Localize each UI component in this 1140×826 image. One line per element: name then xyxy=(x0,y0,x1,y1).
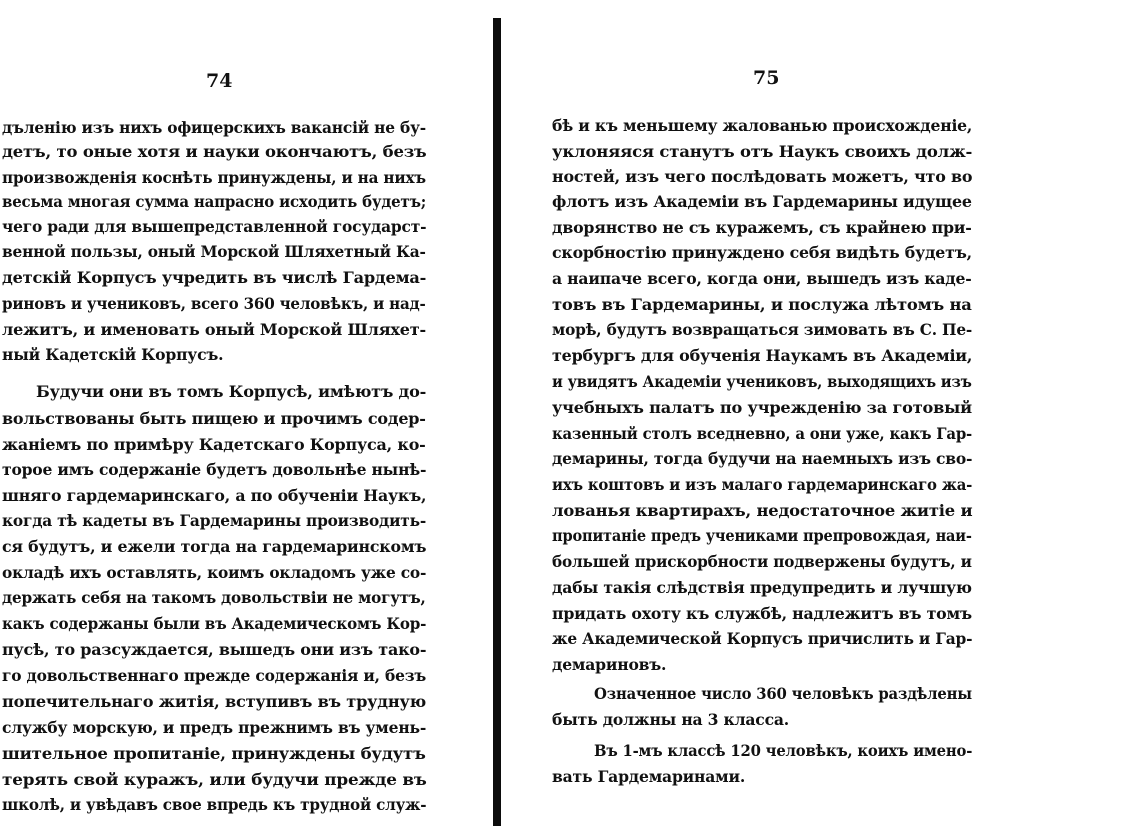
text-line: чего ради для вышепредставленной государст- xyxy=(2,217,427,236)
text-line: венной пользы, оный Морской Шляхетный Ка- xyxy=(2,242,426,261)
text-line: вать Гардемаринами. xyxy=(552,767,746,786)
text-line: ностей, изъ чего послѣдовать можетъ, что во xyxy=(552,167,973,186)
text-line: торое имъ содержаніе будетъ довольнѣе нынѣ- xyxy=(2,460,427,479)
text-line: школѣ, и увѣдавъ свое впредь къ трудной служ- xyxy=(2,795,427,814)
text-line: а наипаче всего, когда они, вышедъ изъ каде- xyxy=(552,269,972,288)
text-line: пропитаніе предъ учениками препровождая, наи- xyxy=(552,526,972,545)
text-line: лованья квартирахъ, недостаточное житіе и xyxy=(552,501,973,520)
right-page xyxy=(500,0,1140,826)
text-line: окладѣ ихъ оставлять, коимъ окладомъ уже со- xyxy=(2,563,427,582)
text-line: морѣ, будутъ возвращаться зимовать въ С. Пе- xyxy=(552,320,973,339)
text-line: риновъ и учениковъ, всего 360 человѣкъ, и над- xyxy=(2,294,426,313)
text-line: Будучи они въ томъ Корпусѣ, имѣютъ до- xyxy=(36,382,427,401)
text-line: ный Кадетскій Корпусъ. xyxy=(2,345,224,364)
text-line: службу морскую, и предъ прежнимъ въ умень- xyxy=(2,718,427,737)
text-line: учебныхъ палатъ по учрежденію за готовый xyxy=(552,398,972,417)
text-line: дъленію изъ нихъ офицерскихъ вакансій не бу- xyxy=(2,118,426,137)
left-page xyxy=(0,0,492,826)
page-number: 75 xyxy=(753,67,780,89)
text-line: шняго гардемаринскаго, а по обученіи Наукъ, xyxy=(2,486,427,505)
text-line: придать охоту къ службѣ, надлежитъ въ томъ xyxy=(552,604,972,623)
text-line: весьма многая сумма напрасно исходить будетъ; xyxy=(2,192,427,211)
text-line: бѣ и къ меньшему жалованью происхожденіе, xyxy=(552,116,973,135)
text-line: же Академической Корпусъ причислить и Гар- xyxy=(552,629,973,648)
text-line: вольствованы быть пищею и прочимъ содер- xyxy=(2,409,426,428)
text-line: быть должны на 3 класса. xyxy=(552,710,790,729)
text-line: дворянство не съ куражемъ, съ крайнею при- xyxy=(552,218,972,237)
text-line: и увидятъ Академіи учениковъ, выходящихъ изъ xyxy=(552,372,972,391)
text-line: какъ содержаны были въ Академическомъ Кор- xyxy=(2,614,427,633)
text-line: демариновъ. xyxy=(552,655,667,674)
text-line: попечительнаго житія, вступивъ въ трудную xyxy=(2,692,427,711)
text-line: лежитъ, и именовать оный Морской Шляхет- xyxy=(2,320,426,339)
text-line: когда тѣ кадеты въ Гардемарины производить- xyxy=(2,511,427,530)
text-line: детскій Корпусъ учредить въ числѣ Гардема- xyxy=(2,268,427,287)
text-line: ся будутъ, и ежели тогда на гардемаринскомъ xyxy=(2,537,427,556)
text-line: скорбностію принуждено себя видѣть будетъ, xyxy=(552,243,972,262)
text-line: большей прискорбности подвержены будутъ, и xyxy=(552,552,972,571)
text-line: детъ, то оныe хотя и науки окончаютъ, безъ xyxy=(2,142,427,161)
text-line: тербургъ для обученія Наукамъ въ Академіи, xyxy=(552,346,973,365)
text-line: пусѣ, то разсуждается, вышедъ они изъ тако- xyxy=(2,640,427,659)
text-line: жаніемъ по примѣру Кадетскаго Корпуса, ко- xyxy=(2,435,426,454)
text-line: держать себя на такомъ довольствіи не могутъ, xyxy=(2,588,426,607)
text-line: Въ 1-мъ классѣ 120 человѣкъ, коихъ имено- xyxy=(594,741,973,760)
page-number: 74 xyxy=(206,70,233,92)
text-line: флотъ изъ Академіи въ Гардемарины идущее xyxy=(552,192,972,211)
text-line: дабы такія слѣдствія предупредить и лучшую xyxy=(552,578,972,597)
text-line: уклоняяся станутъ отъ Наукъ своихъ долж- xyxy=(552,142,973,161)
text-line: го довольственнаго прежде содержанія и, безъ xyxy=(2,666,427,685)
text-line: произвожденія коснѣть принуждены, и на нихъ xyxy=(2,168,426,187)
text-line: ихъ коштовъ и изъ малаго гардемаринскаго жа- xyxy=(552,475,973,494)
text-line: демарины, тогда будучи на наемныхъ изъ сво- xyxy=(552,449,973,468)
text-line: казенный столъ вседневно, а они уже, какъ Гар- xyxy=(552,424,973,443)
text-line: товъ въ Гардемарины, и послужа лѣтомъ на xyxy=(552,295,972,314)
text-line: терять свой куражъ, или будучи прежде въ xyxy=(2,770,427,789)
text-line: шительное пропитаніе, принуждены будутъ xyxy=(2,744,426,763)
text-line: Означенное число 360 человѣкъ раздѣлены xyxy=(594,684,972,703)
